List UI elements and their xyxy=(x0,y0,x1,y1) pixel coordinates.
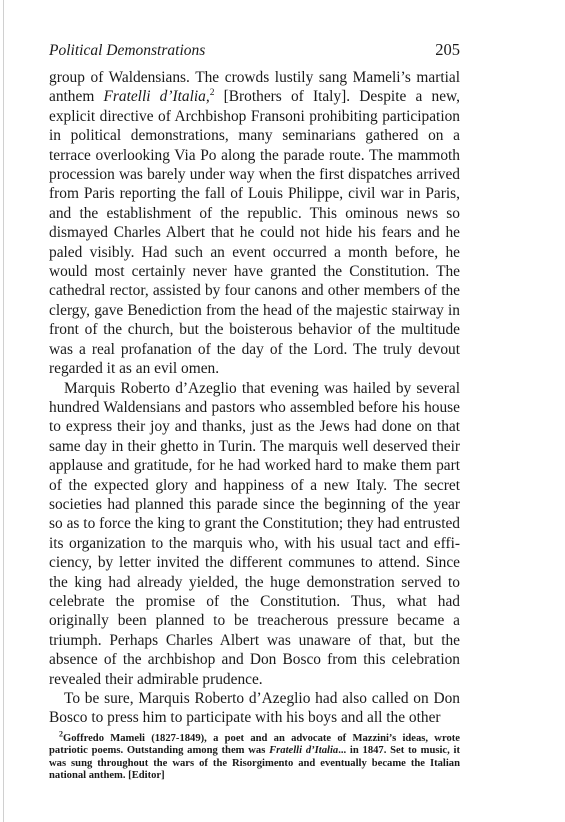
footnote xyxy=(49,729,460,783)
running-title: Political Demonstrations xyxy=(49,42,206,59)
footnote-text-b: ... in 1847. Set to music, it was sung throughout the wars of the Risorgimento and eventually became the Italian national anthem. [Editor] xyxy=(49,745,460,782)
anthem-title: Fratelli d’Italia, xyxy=(103,88,210,106)
paragraph-2: Marquis Roberto d’Azeglio that evening was hailed by several hundred Waldensians and pastors who assembled before his house to express their joy and thanks, just as the Jews had done on that same day in their ghetto in Turin. The marquis well deserved their applause and gratitude, for he had worked hard to make them part of the expected glory and happiness of a new Italy. The secret societies had planned this parade since the beginning of the year so as to force the king to grant the Constitution; they had entrusted its organization to the marquis who, with his usual tact and efficiency, by letter invited the different communes to attend. Since the king had already yielded, the huge demonstration served to celebrate the promise of the Constitution. Thus, what had originally been planned to be treacherous pressure became a triumph. Perhaps Charles Albert was unaware of that, but the absence of the archbishop and Don Bosco from this celebration revealed their admirable prudence. xyxy=(49,379,460,688)
footnote-title: Fratelli d’Italia xyxy=(269,745,339,757)
paragraph-3: To be sure, Marquis Roberto d’Azeglio had also called on Don Bosco to press him to participate with his boys and all the other xyxy=(49,690,460,727)
body-text xyxy=(49,68,460,782)
footnote-number: 2 xyxy=(59,729,63,739)
page-number: 205 xyxy=(435,40,460,59)
paragraph-1-text-a: group of Waldensians. The crowds lustily sang Mameli’s martial anthem xyxy=(49,69,460,106)
footnote-reference: 2 xyxy=(209,88,215,99)
footnote-text-a: Goffredo Mameli (1827-1849), a poet and an advocate of Mazzini’s ideas, wrote patriotic poems. Outstanding among them was xyxy=(49,732,460,757)
page-binding-edge xyxy=(3,0,4,822)
running-head xyxy=(49,40,460,62)
paragraph-1 xyxy=(49,68,460,379)
paragraph-1-text-b: [Brothers of Italy]. Despite a new, explicit directive of Archbishop Fransoni prohibiting participation in political demonstrations, many seminarians gathered on a terrace overlooking Via Po along the parade route. The mammoth procession was barely under way when the first dispatches arrived from Paris reporting the fall of Louis Philippe, civil war in Paris, and the establishment of the republic. This ominous news so dismayed Charles Albert that he could not hide his fears and he paled visibly. Had such an event occurred a month before, he would most certainly never have granted the Constitution. The cathedral rector, assisted by four canons and other members of the clergy, gave Benediction from the head of the majestic stairway in front of the church, but the boisterous behavior of the multitude was a real profanation of the day of the Lord. The truly devout regarded it as an evil omen. xyxy=(49,88,460,378)
